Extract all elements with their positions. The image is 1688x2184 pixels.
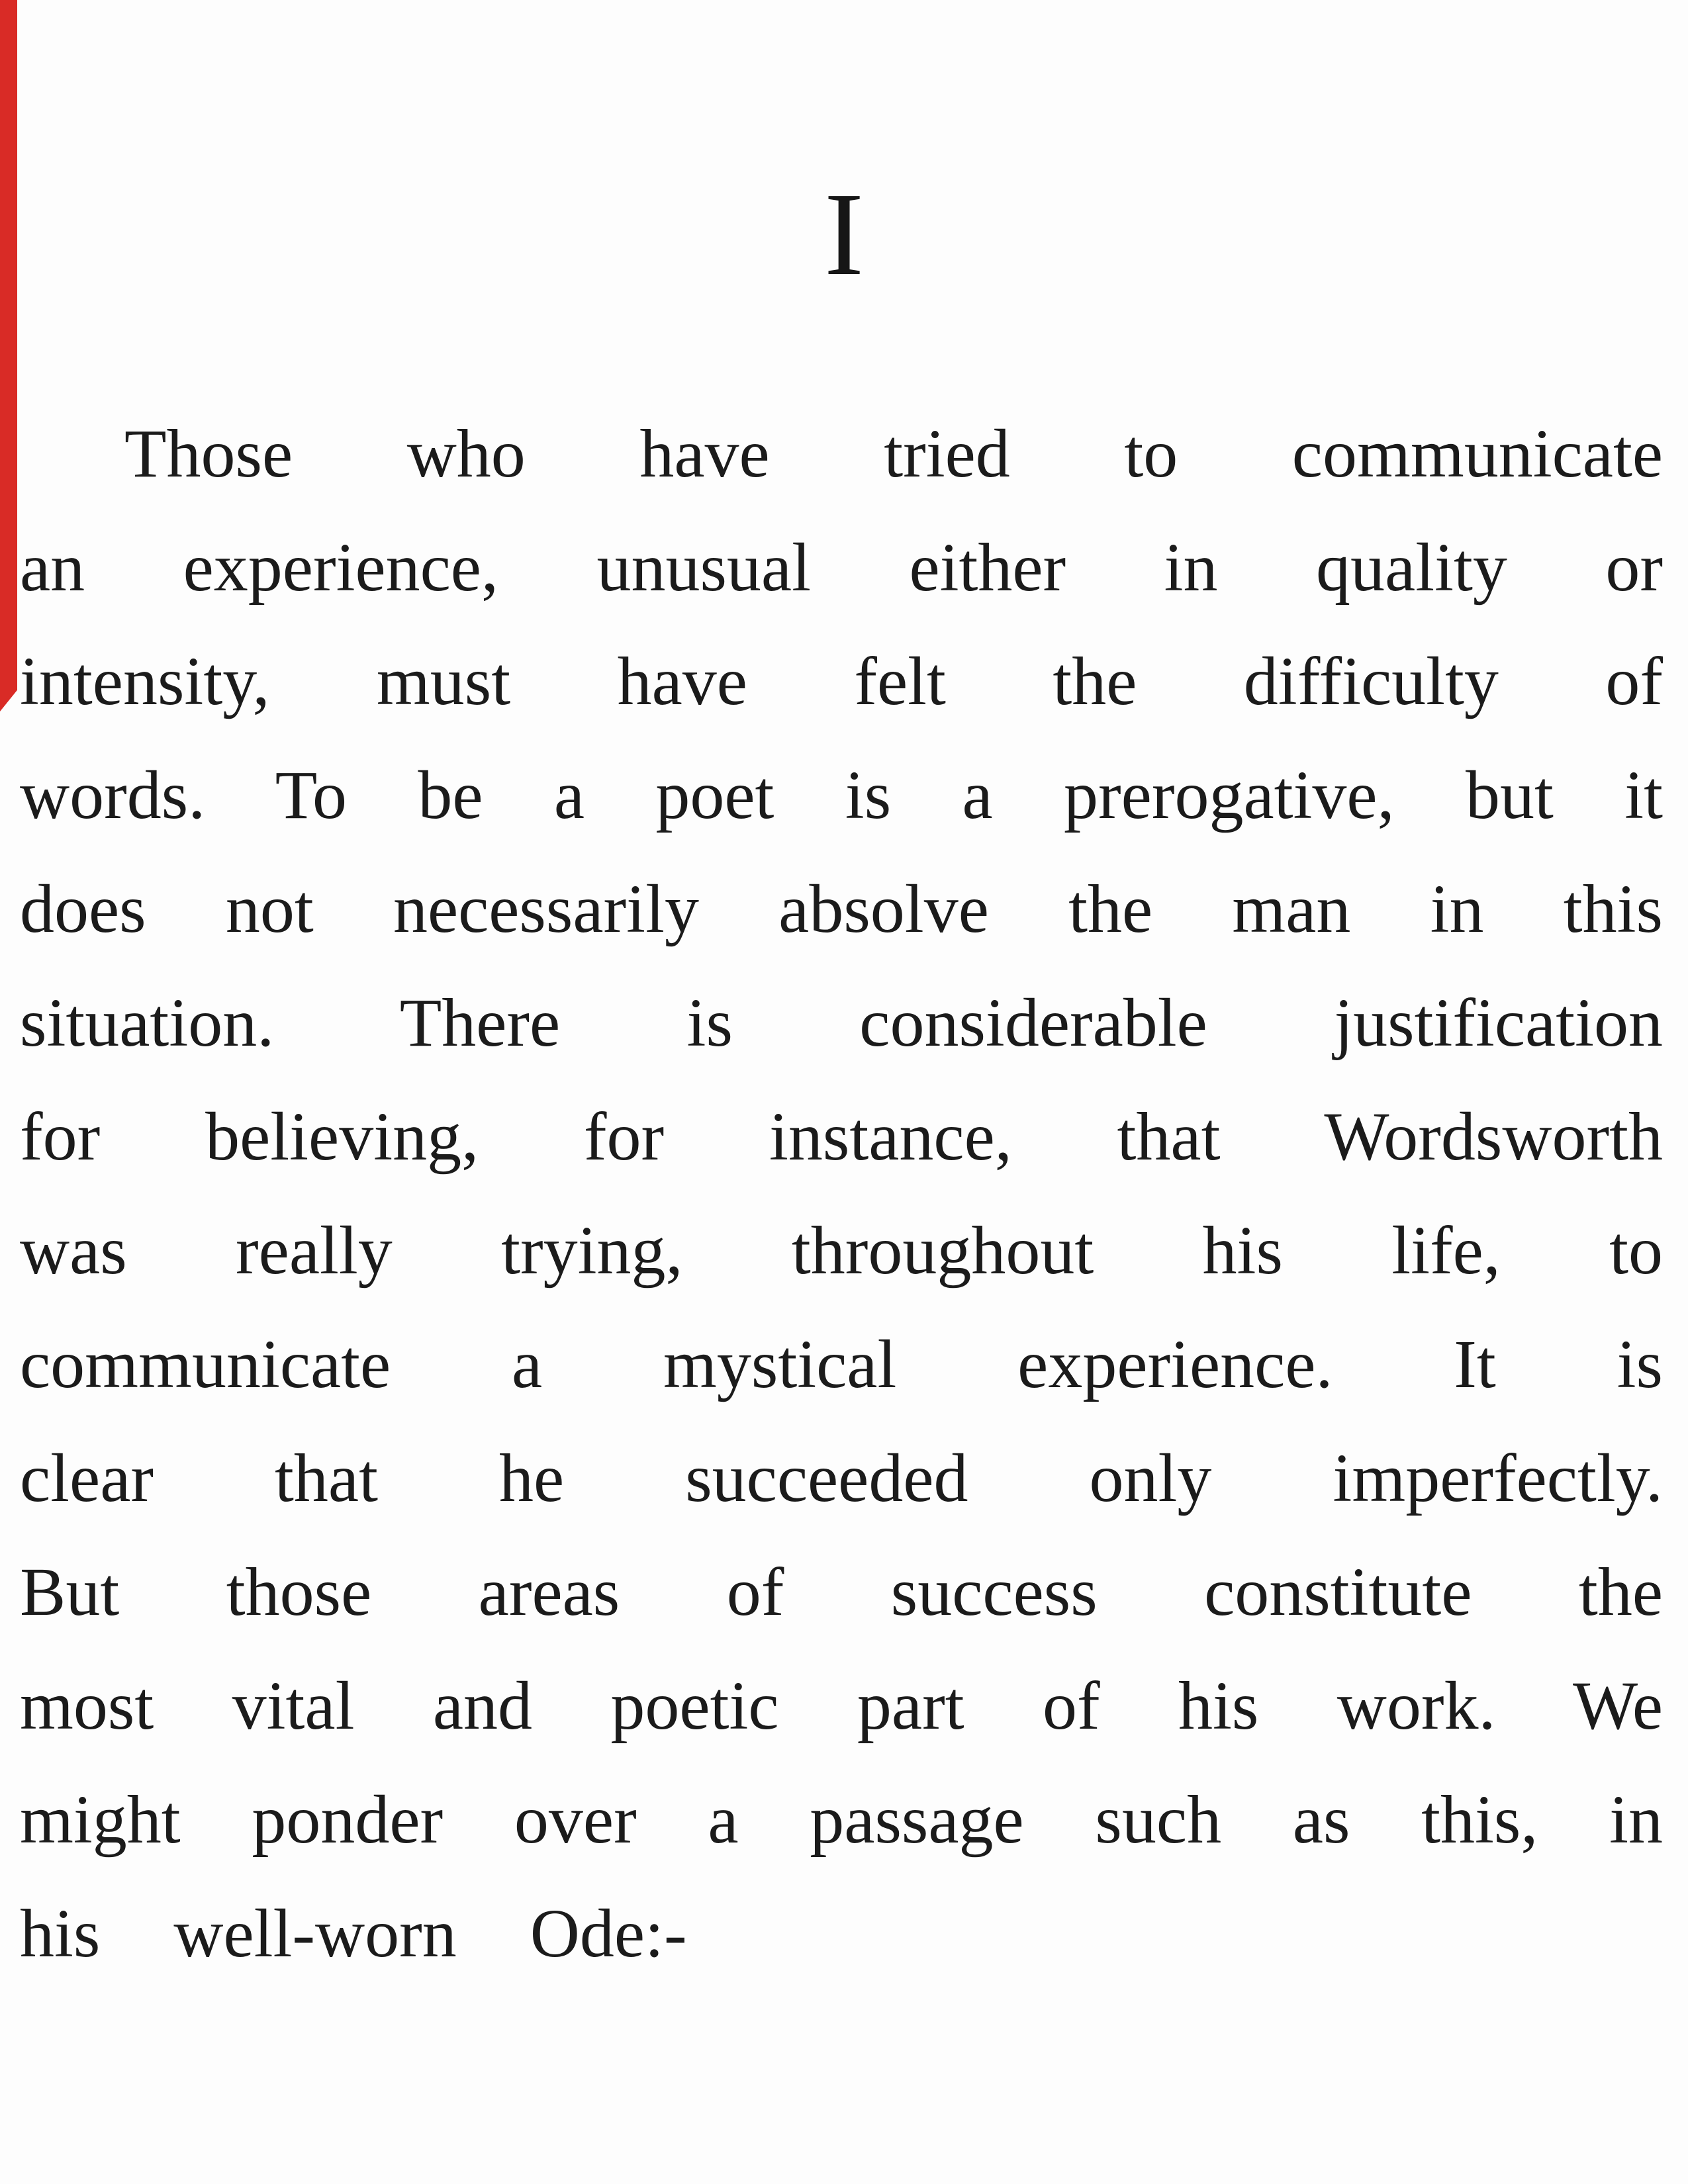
text-line: situation. There is considerable justification [20,985,1663,1061]
red-ribbon-artifact [0,0,17,711]
paragraph [20,397,1663,1991]
text-line: clear that he succeeded only imperfectly. [20,1440,1663,1516]
text-line: his well-worn Ode:- [20,1895,687,1972]
text-line: an experience, unusual either in quality or [20,529,1663,606]
text-line: most vital and poetic part of his work. We [20,1668,1663,1744]
text-line: communicate a mystical experience. It is [20,1326,1663,1402]
chapter-numeral-heading: I [824,168,864,300]
text-line: intensity, must have felt the difficulty of [20,643,1663,719]
text-line: But those areas of success constitute the [20,1554,1663,1630]
text-line: might ponder over a passage such as this, in [20,1782,1663,1858]
text-line: does not necessarily absolve the man in this [20,871,1663,947]
text-line: Those who have tried to communicate [124,416,1663,492]
text-line: was really trying, throughout his life, to [20,1212,1663,1289]
text-line: for believing, for instance, that Wordsworth [20,1099,1663,1175]
text-line: words. To be a poet is a prerogative, but it [20,757,1663,833]
